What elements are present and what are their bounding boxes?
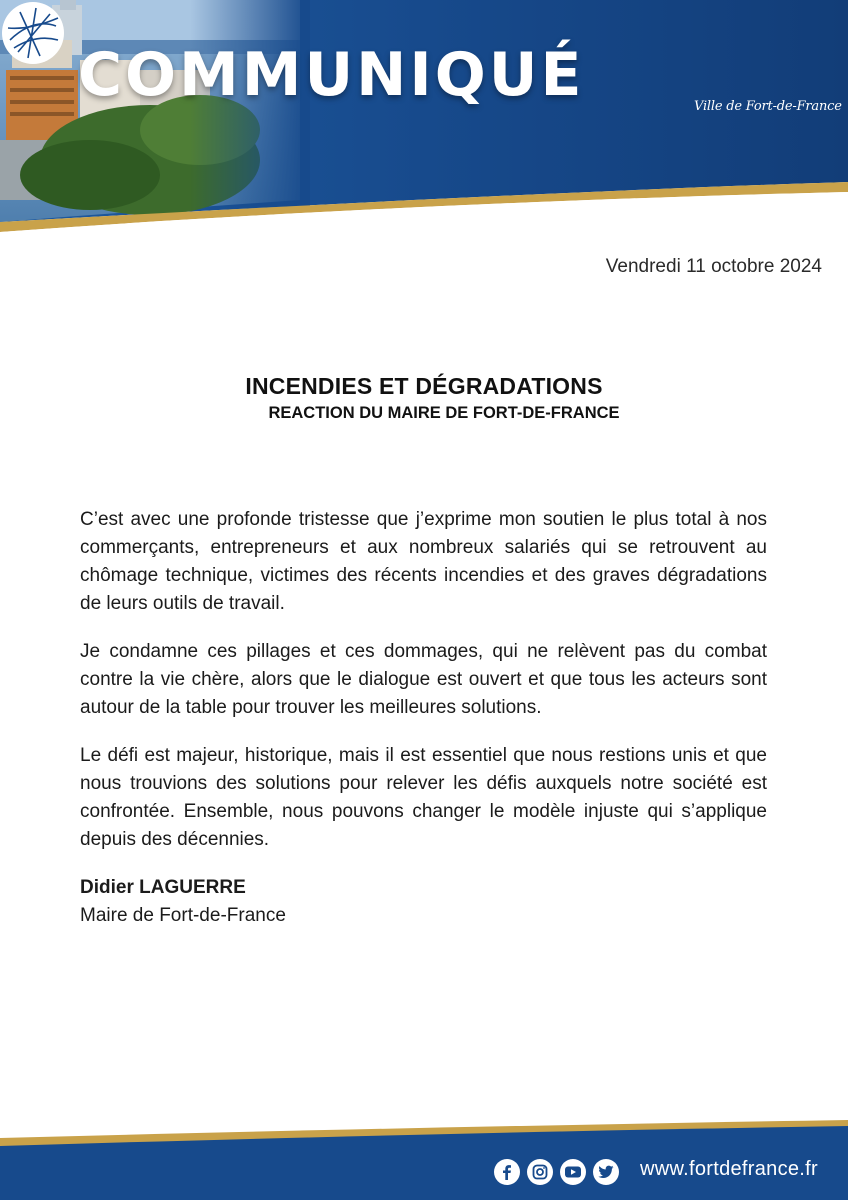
body-paragraph: Le défi est majeur, historique, mais il est essentiel que nous restions unis et que nous trouvions des solutions pour relever les défis auxquels notre société est confrontée. Ensemble, nous pouvons changer le modèle injuste qui s’applique depuis des décennies. xyxy=(80,745,767,850)
body-paragraph: Je condamne ces pillages et ces dommages, qui ne relèvent pas du combat contre la vie chère, alors que le dialogue est ouvert et que tous les acteurs sont autour de la table pour trouver les meilleures solutions. xyxy=(80,641,767,718)
banner-background xyxy=(0,0,848,250)
youtube-icon[interactable] xyxy=(560,1159,586,1185)
header-banner xyxy=(0,0,848,250)
document-date: Vendredi 11 octobre 2024 xyxy=(605,256,822,277)
communique-body xyxy=(80,506,767,930)
instagram-icon[interactable] xyxy=(527,1159,553,1185)
headline-subtitle: REACTION DU MAIRE DE FORT-DE-FRANCE xyxy=(268,404,620,422)
body-paragraph: C’est avec une profonde tristesse que j’exprime mon soutien le plus total à nos commerçants, entrepreneurs et aux nombreux salariés qui se retrouvent au chômage technique, victimes des récents incendies et des graves dégradations de leurs outils de travail. xyxy=(80,509,767,614)
headline-title: INCENDIES ET DÉGRADATIONS xyxy=(245,373,603,399)
signature-role: Maire de Fort-de-France xyxy=(80,905,286,926)
website-link[interactable]: www.fortdefrance.fr xyxy=(640,1158,818,1180)
logo-script-text: Ville de Fort-de-France xyxy=(694,99,842,114)
signature-name: Didier LAGUERRE xyxy=(80,877,246,898)
twitter-icon[interactable] xyxy=(593,1159,619,1185)
headline-block xyxy=(0,373,848,423)
city-emblem-icon xyxy=(0,0,66,66)
facebook-icon[interactable] xyxy=(494,1159,520,1185)
banner-title: COMMUNIQUÉ xyxy=(78,40,585,110)
